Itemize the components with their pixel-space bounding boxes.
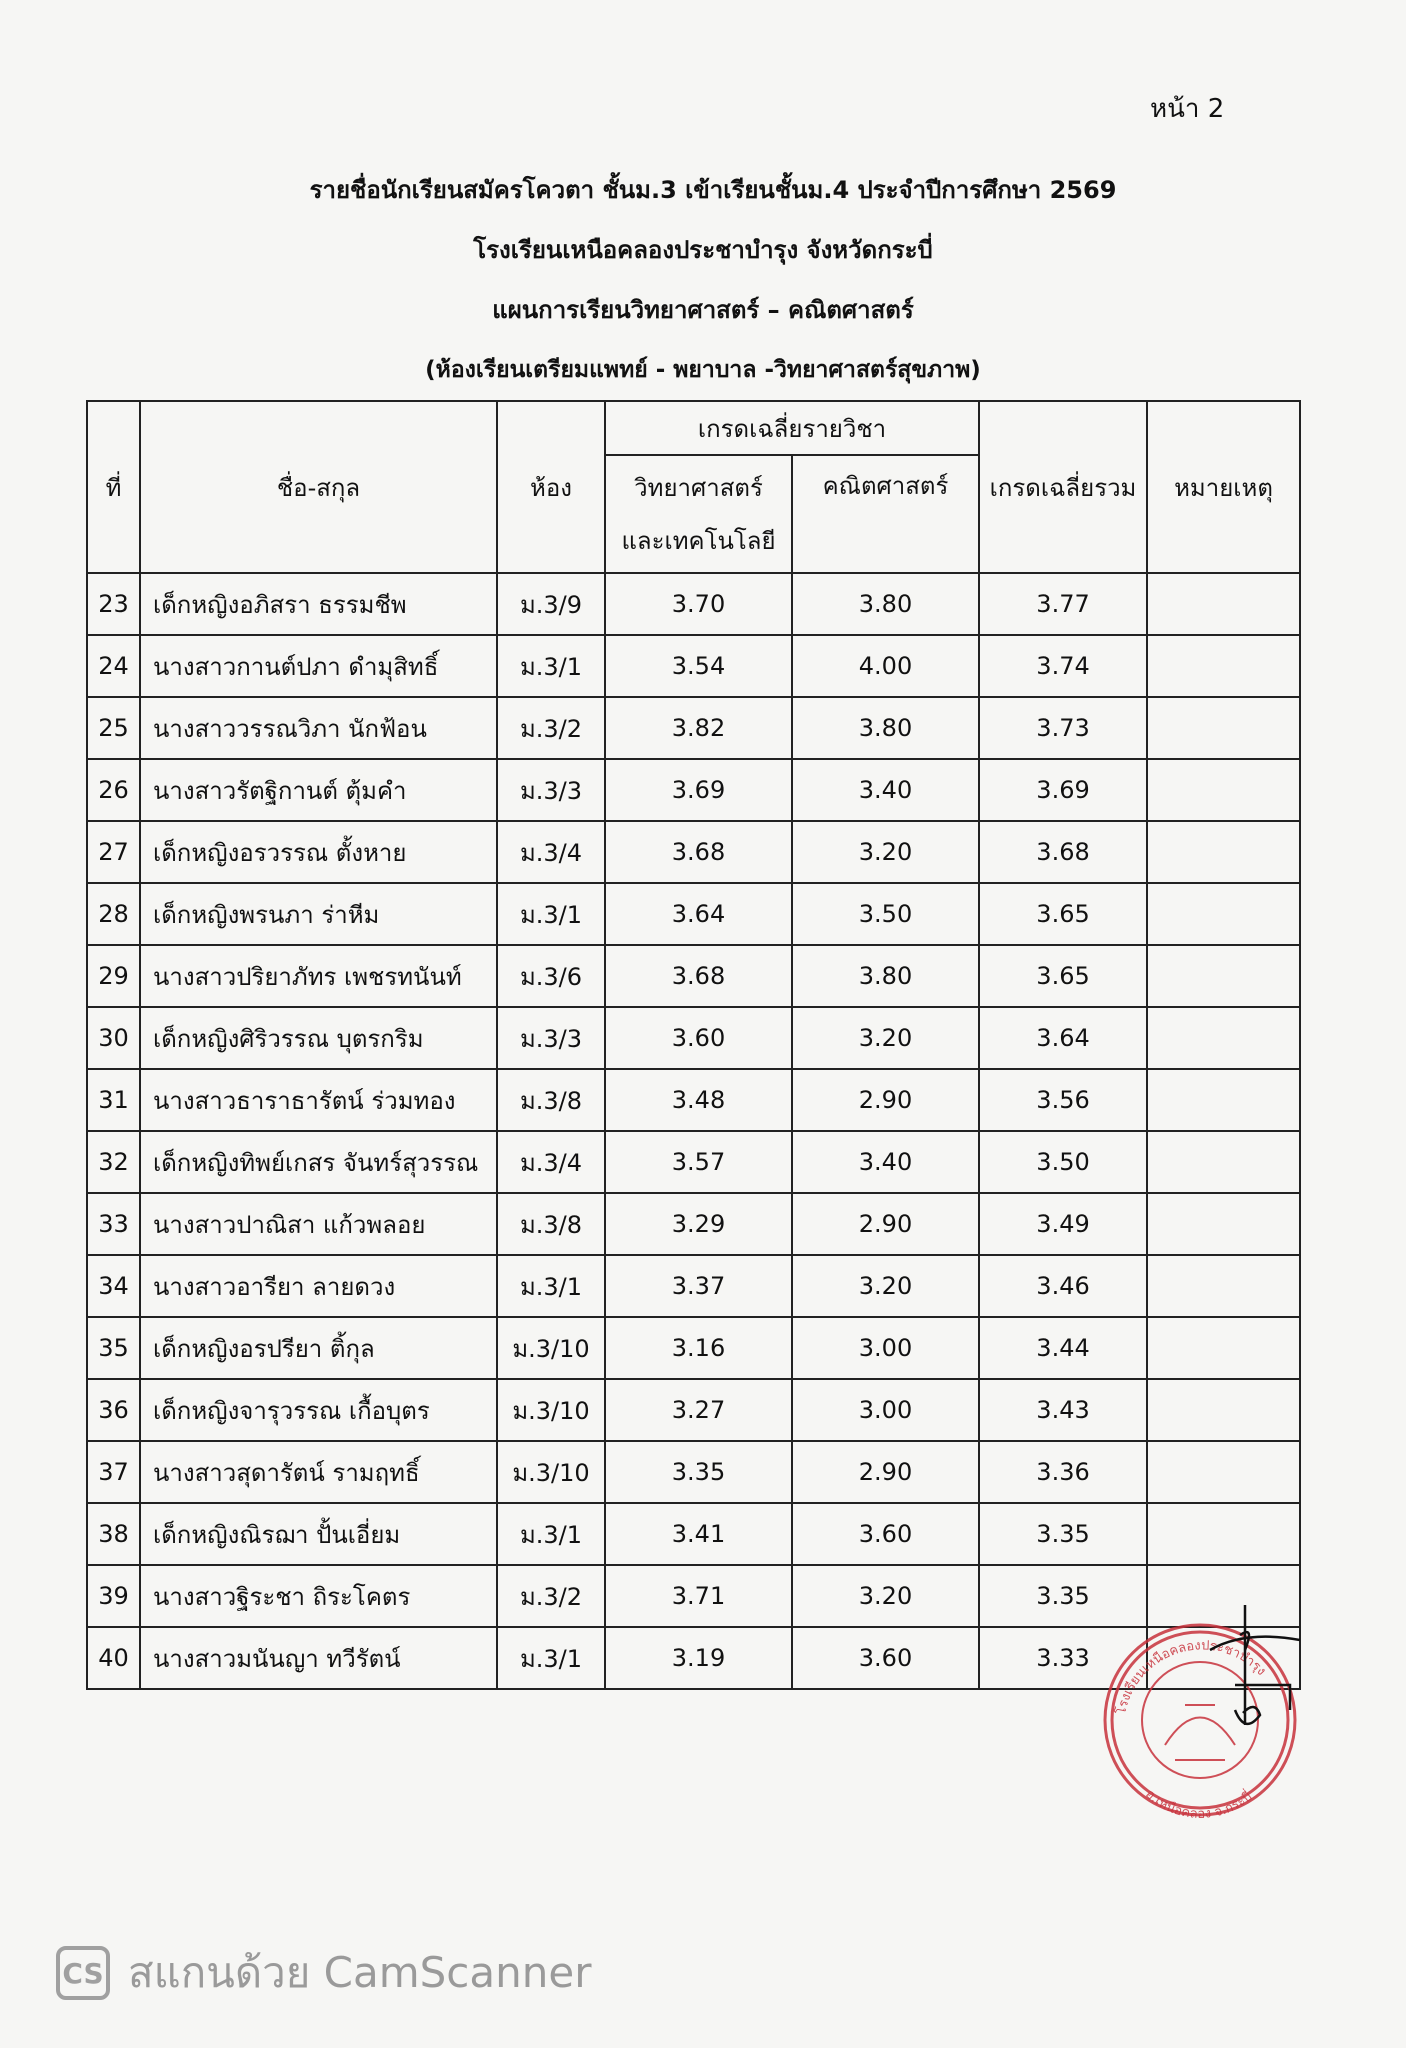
cell-room: ม.3/2	[497, 697, 605, 759]
cell-science: 3.60	[605, 1007, 792, 1069]
table-row	[87, 1131, 1300, 1193]
cell-name: นางสาวสุดารัตน์ รามฤทธิ์	[140, 1441, 497, 1503]
table-row	[87, 573, 1300, 635]
cell-room: ม.3/9	[497, 573, 605, 635]
header-subject-avg: เกรดเฉลี่ยรายวิชา	[605, 401, 979, 455]
cell-no: 32	[87, 1131, 140, 1193]
cell-overall: 3.33	[979, 1627, 1147, 1689]
cell-remark	[1147, 1131, 1300, 1193]
cell-overall: 3.35	[979, 1503, 1147, 1565]
title-line-2: โรงเรียนเหนือคลองประชาบำรุง จังหวัดกระบี่	[473, 236, 933, 264]
title-line-3: แผนการเรียนวิทยาศาสตร์ – คณิตศาสตร์	[492, 296, 914, 324]
cell-science: 3.48	[605, 1069, 792, 1131]
cell-remark	[1147, 1193, 1300, 1255]
cell-no: 34	[87, 1255, 140, 1317]
table-row	[87, 821, 1300, 883]
cell-math: 3.50	[792, 883, 979, 945]
cell-overall: 3.50	[979, 1131, 1147, 1193]
cell-no: 26	[87, 759, 140, 821]
cell-name: นางสาวรัตฐิกานต์ ตุ้มคำ	[140, 759, 497, 821]
cell-overall: 3.74	[979, 635, 1147, 697]
cell-science: 3.68	[605, 945, 792, 1007]
cell-name: นางสาววรรณวิภา นักฟ้อน	[140, 697, 497, 759]
camscanner-logo-icon: CS	[56, 1946, 110, 2000]
cell-science: 3.29	[605, 1193, 792, 1255]
cell-room: ม.3/1	[497, 635, 605, 697]
cell-math: 3.20	[792, 1565, 979, 1627]
cell-overall: 3.77	[979, 573, 1147, 635]
cell-no: 37	[87, 1441, 140, 1503]
cell-math: 3.80	[792, 945, 979, 1007]
cell-overall: 3.69	[979, 759, 1147, 821]
cell-math: 3.60	[792, 1627, 979, 1689]
cell-math: 3.40	[792, 759, 979, 821]
cell-math: 3.00	[792, 1379, 979, 1441]
cell-remark	[1147, 945, 1300, 1007]
seal-bottom-text: อ.เหนือคลอง จ.กระบี่	[1142, 1786, 1256, 1822]
cell-science: 3.71	[605, 1565, 792, 1627]
table-row	[87, 1193, 1300, 1255]
cell-overall: 3.65	[979, 883, 1147, 945]
cell-name: นางสาวมนันญา ทวีรัตน์	[140, 1627, 497, 1689]
table-body	[87, 573, 1300, 1689]
cell-remark	[1147, 1069, 1300, 1131]
cell-overall: 3.56	[979, 1069, 1147, 1131]
cell-remark	[1147, 883, 1300, 945]
header-math: คณิตศาสตร์	[792, 455, 979, 573]
cell-room: ม.3/10	[497, 1317, 605, 1379]
cell-overall: 3.46	[979, 1255, 1147, 1317]
cell-science: 3.35	[605, 1441, 792, 1503]
cell-math: 3.20	[792, 1007, 979, 1069]
cell-math: 3.20	[792, 821, 979, 883]
cell-no: 40	[87, 1627, 140, 1689]
cell-overall: 3.65	[979, 945, 1147, 1007]
cell-overall: 3.43	[979, 1379, 1147, 1441]
cell-room: ม.3/4	[497, 1131, 605, 1193]
cell-room: ม.3/3	[497, 759, 605, 821]
cell-science: 3.27	[605, 1379, 792, 1441]
title-line-4: (ห้องเรียนเตรียมแพทย์ - พยาบาล -วิทยาศาสตร์สุขภาพ)	[425, 357, 981, 383]
cell-no: 38	[87, 1503, 140, 1565]
cell-remark	[1147, 1441, 1300, 1503]
cell-room: ม.3/8	[497, 1069, 605, 1131]
cell-remark	[1147, 821, 1300, 883]
cell-no: 33	[87, 1193, 140, 1255]
cell-overall: 3.73	[979, 697, 1147, 759]
table-row	[87, 1441, 1300, 1503]
table-row	[87, 945, 1300, 1007]
cell-room: ม.3/10	[497, 1441, 605, 1503]
school-seal	[1095, 1595, 1300, 1840]
cell-no: 25	[87, 697, 140, 759]
cell-name: นางสาวปริยาภัทร เพชรทนันท์	[140, 945, 497, 1007]
cell-no: 36	[87, 1379, 140, 1441]
header-room: ห้อง	[497, 401, 605, 573]
cell-room: ม.3/1	[497, 883, 605, 945]
cell-name: นางสาวฐิระชา ถิระโคตร	[140, 1565, 497, 1627]
cell-name: เด็กหญิงอรวรรณ ตั้งหาย	[140, 821, 497, 883]
cell-name: นางสาวปาณิสา แก้วพลอย	[140, 1193, 497, 1255]
cell-name: เด็กหญิงทิพย์เกสร จันทร์สุวรรณ	[140, 1131, 497, 1193]
cell-remark	[1147, 1007, 1300, 1069]
title-line-1: รายชื่อนักเรียนสมัครโควตา ชั้นม.3 เข้าเรียนชั้นม.4 ประจำปีการศึกษา 2569	[309, 176, 1117, 204]
header-science-line2: และเทคโนโลยี	[621, 527, 776, 555]
cell-math: 2.90	[792, 1193, 979, 1255]
cell-science: 3.57	[605, 1131, 792, 1193]
cell-overall: 3.49	[979, 1193, 1147, 1255]
table-row	[87, 697, 1300, 759]
cell-name: เด็กหญิงพรนภา ร่าหีม	[140, 883, 497, 945]
cell-no: 28	[87, 883, 140, 945]
cell-room: ม.3/4	[497, 821, 605, 883]
cell-remark	[1147, 1255, 1300, 1317]
cell-no: 39	[87, 1565, 140, 1627]
cell-room: ม.3/1	[497, 1255, 605, 1317]
cell-remark	[1147, 1503, 1300, 1565]
cell-overall: 3.35	[979, 1565, 1147, 1627]
cell-math: 2.90	[792, 1441, 979, 1503]
cell-no: 35	[87, 1317, 140, 1379]
cell-remark	[1147, 697, 1300, 759]
cell-overall: 3.44	[979, 1317, 1147, 1379]
cell-no: 30	[87, 1007, 140, 1069]
cell-name: เด็กหญิงศิริวรรณ บุตรกริม	[140, 1007, 497, 1069]
cell-room: ม.3/1	[497, 1503, 605, 1565]
table-row	[87, 635, 1300, 697]
page-number: หน้า 2	[1150, 94, 1225, 124]
cell-remark	[1147, 1317, 1300, 1379]
cell-no: 24	[87, 635, 140, 697]
seal-top-text: โรงเรียนเหนือคลองประชาบำรุง	[1114, 1638, 1269, 1716]
header-science	[605, 455, 792, 573]
table-row	[87, 883, 1300, 945]
cell-math: 3.60	[792, 1503, 979, 1565]
cell-math: 3.80	[792, 697, 979, 759]
cell-math: 2.90	[792, 1069, 979, 1131]
table-row	[87, 1503, 1300, 1565]
cell-overall: 3.68	[979, 821, 1147, 883]
cell-overall: 3.64	[979, 1007, 1147, 1069]
cell-math: 3.00	[792, 1317, 979, 1379]
cell-science: 3.68	[605, 821, 792, 883]
cell-remark	[1147, 635, 1300, 697]
header-overall-avg: เกรดเฉลี่ยรวม	[979, 401, 1147, 573]
cell-science: 3.37	[605, 1255, 792, 1317]
cell-science: 3.16	[605, 1317, 792, 1379]
cell-overall: 3.36	[979, 1441, 1147, 1503]
table-row	[87, 1379, 1300, 1441]
cell-room: ม.3/6	[497, 945, 605, 1007]
cell-remark	[1147, 1379, 1300, 1441]
table-row	[87, 1255, 1300, 1317]
document-titles	[0, 170, 1406, 410]
cell-name: เด็กหญิงอรปรียา ติ้กุล	[140, 1317, 497, 1379]
table-row	[87, 1317, 1300, 1379]
cell-no: 27	[87, 821, 140, 883]
cell-math: 3.20	[792, 1255, 979, 1317]
cell-remark	[1147, 573, 1300, 635]
cell-name: นางสาวธาราธารัตน์ ร่วมทอง	[140, 1069, 497, 1131]
cell-room: ม.3/10	[497, 1379, 605, 1441]
svg-text:อ.เหนือคลอง จ.กระบี่	[1142, 1787, 1255, 1822]
cell-science: 3.64	[605, 883, 792, 945]
table-row	[87, 1007, 1300, 1069]
cell-room: ม.3/3	[497, 1007, 605, 1069]
cell-name: นางสาวกานต์ปภา ดำมุสิทธิ์	[140, 635, 497, 697]
cell-science: 3.41	[605, 1503, 792, 1565]
camscanner-footer	[56, 1940, 591, 2006]
camscanner-text: สแกนด้วย CamScanner	[128, 1948, 592, 1997]
cell-name: เด็กหญิงจารุวรรณ เกื้อบุตร	[140, 1379, 497, 1441]
cell-name: เด็กหญิงณิรฌา ปั้นเอี่ยม	[140, 1503, 497, 1565]
header-name: ชื่อ-สกุล	[140, 401, 497, 573]
cell-room: ม.3/1	[497, 1627, 605, 1689]
cell-no: 29	[87, 945, 140, 1007]
cell-no: 23	[87, 573, 140, 635]
cell-no: 31	[87, 1069, 140, 1131]
cell-remark	[1147, 759, 1300, 821]
cell-name: นางสาวอารียา ลายดวง	[140, 1255, 497, 1317]
header-science-line1: วิทยาศาสตร์	[634, 474, 763, 502]
grade-table	[86, 400, 1301, 1690]
cell-room: ม.3/8	[497, 1193, 605, 1255]
cell-math: 4.00	[792, 635, 979, 697]
table-row	[87, 1069, 1300, 1131]
cell-science: 3.69	[605, 759, 792, 821]
cell-science: 3.82	[605, 697, 792, 759]
cell-science: 3.19	[605, 1627, 792, 1689]
cell-room: ม.3/2	[497, 1565, 605, 1627]
cell-science: 3.54	[605, 635, 792, 697]
cell-math: 3.80	[792, 573, 979, 635]
cell-science: 3.70	[605, 573, 792, 635]
header-no: ที่	[87, 401, 140, 573]
cell-math: 3.40	[792, 1131, 979, 1193]
header-remarks: หมายเหตุ	[1147, 401, 1300, 573]
table-row	[87, 759, 1300, 821]
cell-name: เด็กหญิงอภิสรา ธรรมชีพ	[140, 573, 497, 635]
